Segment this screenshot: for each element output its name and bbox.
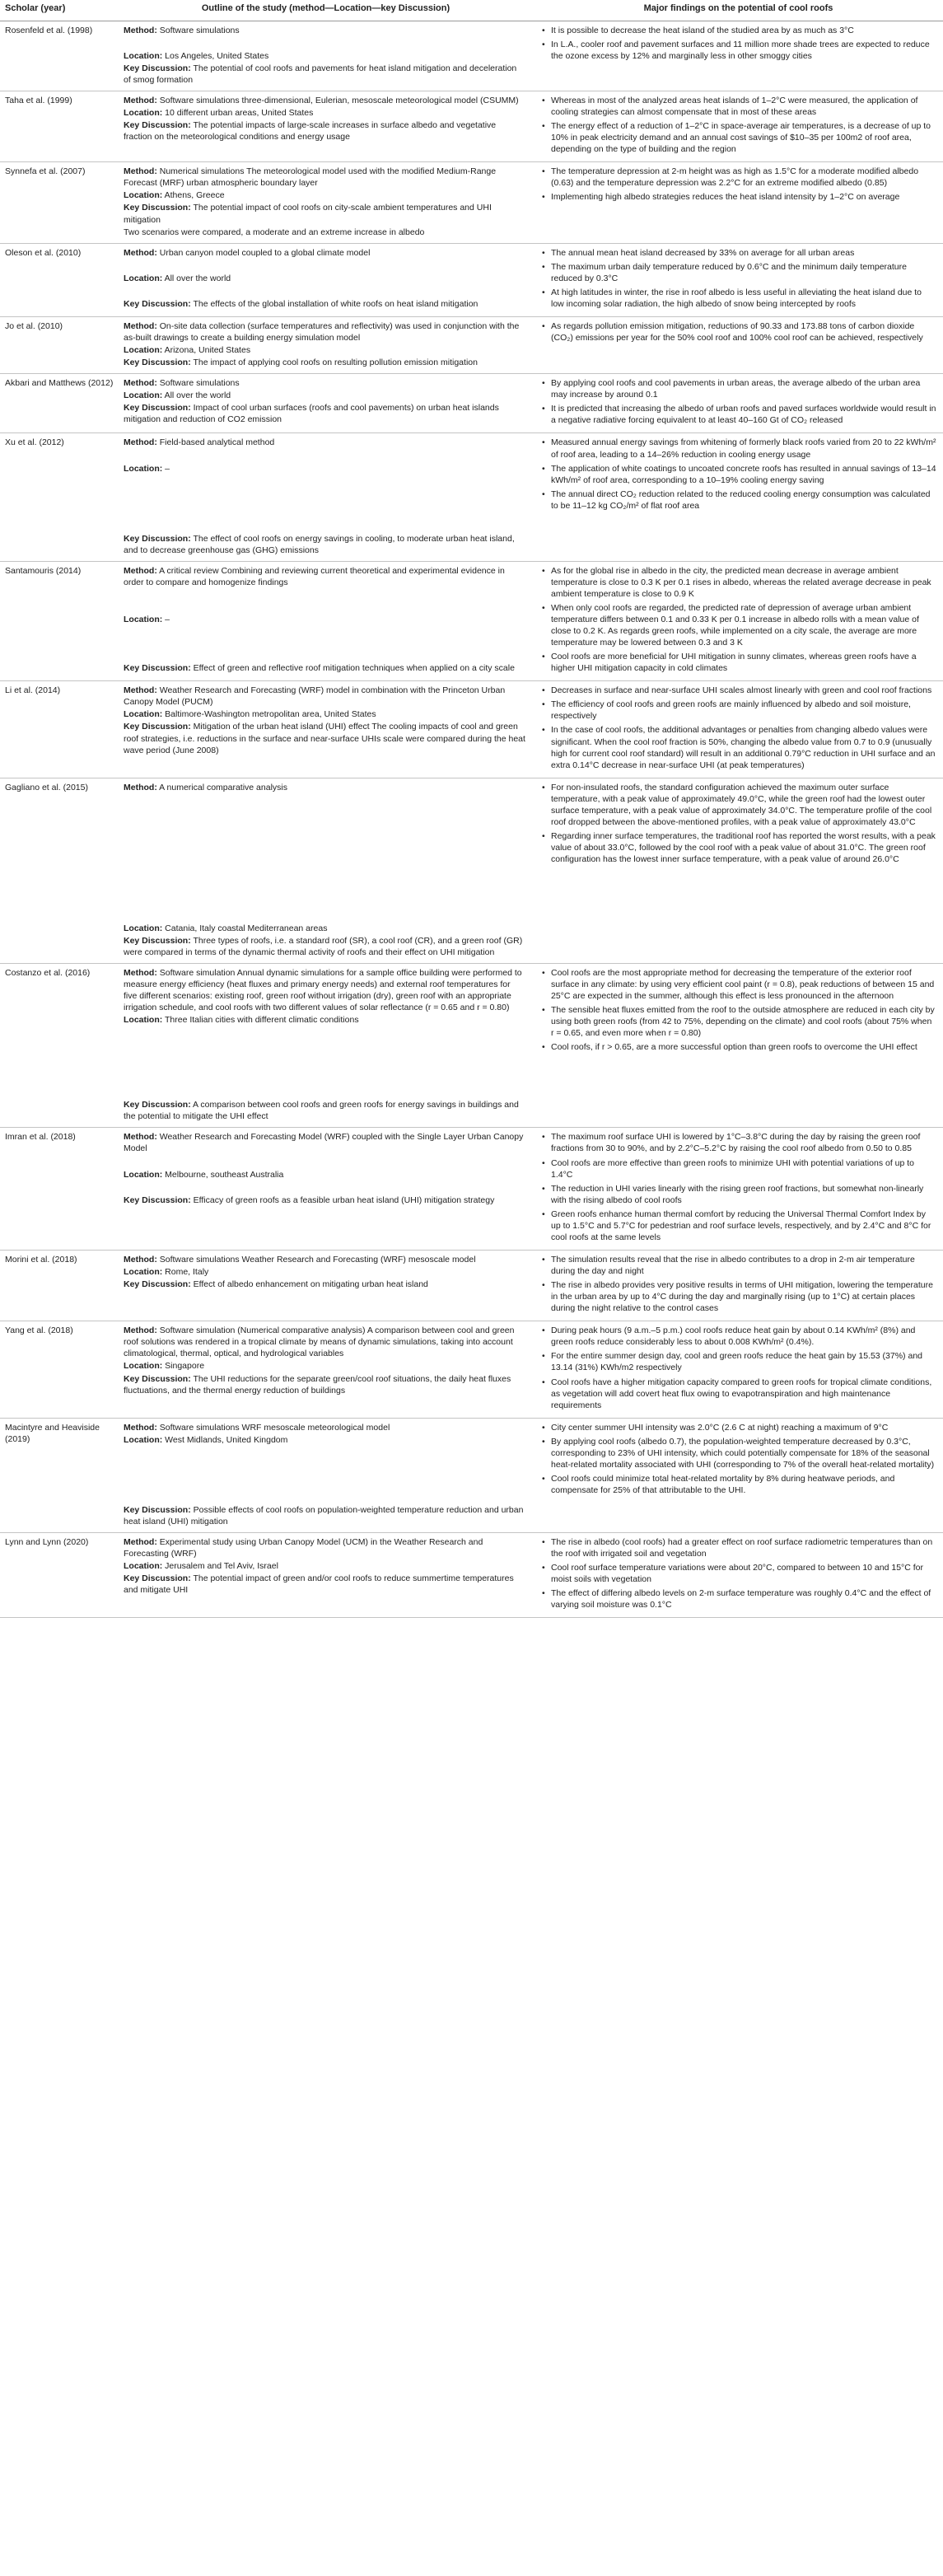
- key-discussion-line: [124, 63, 525, 86]
- table-row: [0, 963, 943, 1127]
- findings-list: [539, 967, 936, 1053]
- finding-item: • Cool roofs are more beneficial for UHI mitigation in sunny climates, whereas green roofs have a higher UHI mitigation capacity in cold climates: [551, 651, 936, 674]
- finding-item: • Whereas in most of the analyzed areas heat islands of 1–2°C were measured, the application of cooling strategies can almost compensate that in most of these areas: [551, 95, 936, 118]
- method-text: On-site data collection (surface temperatures and reflectivity) was used in conjunction with the as-built drawings to create a building energy simulation model: [124, 320, 520, 344]
- key-discussion-label: Key Discussion:: [124, 1279, 191, 1290]
- finding-item: • The temperature depression at 2-m height was as high as 1.5°C for a moderate modified albedo (0.63) and the temperature depression was 2.2°C for an extreme modified albedo (0.85): [551, 166, 936, 189]
- finding-item: • As for the global rise in albedo in the city, the predicted mean decrease in average ambient temperature is close to 0.3 K per 0.1 rises in albedo, whereas the related average decrease in peak ambient temperature is close to 0.9 K: [551, 565, 936, 600]
- outline-cell: [118, 1418, 534, 1532]
- method-text: Weather Research and Forecasting (WRF) model in combination with the Princeton Urban Canopy Model (PUCM): [124, 685, 506, 708]
- findings-cell: [534, 316, 943, 373]
- table-row: [0, 21, 943, 91]
- scholar-cell: Yang et al. (2018): [5, 1325, 73, 1336]
- findings-list: [539, 377, 936, 426]
- finding-item: • The reduction in UHI varies linearly with the rising green roof fractions, but somewhat non-linearly with the rising albedo of cool roofs: [551, 1183, 936, 1206]
- key-discussion-label: Key Discussion:: [124, 1194, 191, 1205]
- method-line: [124, 377, 525, 389]
- finding-item: • Cool roofs, if r > 0.65, are a more successful option than green roofs to overcome the UHI effect: [551, 1041, 936, 1053]
- location-line: [124, 273, 525, 284]
- key-discussion-text: The impact of applying cool roofs on resulting pollution emission mitigation: [193, 358, 478, 368]
- findings-list: [539, 685, 936, 770]
- outline-cell: [118, 1321, 534, 1418]
- finding-item: • Cool roofs are the most appropriate method for decreasing the temperature of the exterior roof surface in any climate: by using very efficient cool paint (r = 0.8), peak reductions of between 15 and 25°C are expected in the summer, although this effect is less pronounced in the afternoon: [551, 967, 936, 1002]
- location-label: Location:: [124, 1434, 163, 1445]
- method-text: Software simulations three-dimensional, Eulerian, mesoscale meteorological model (CSUMM): [159, 95, 519, 105]
- header-scholar: Scholar (year): [0, 0, 118, 21]
- finding-item: • Cool roof surface temperature variations were about 20°C, compared to between 10 and 15°C for moist soils with vegetation: [551, 1562, 936, 1585]
- key-discussion-line: [124, 1373, 525, 1396]
- location-text: Los Angeles, United States: [165, 50, 269, 61]
- table-body: [0, 21, 943, 1618]
- scholar-cell: Imran et al. (2018): [5, 1132, 76, 1143]
- findings-cell: [534, 21, 943, 91]
- key-discussion-line: [124, 533, 525, 556]
- location-line: [124, 923, 525, 934]
- location-line: [124, 107, 525, 119]
- method-line: [124, 685, 525, 708]
- finding-item: • Cool roofs are more effective than green roofs to minimize UHI with potential variations of up to 1.4°C: [551, 1157, 936, 1180]
- location-line: [124, 344, 525, 356]
- findings-cell: [534, 1532, 943, 1617]
- findings-cell: [534, 1128, 943, 1251]
- method-line: [124, 1536, 525, 1559]
- location-text: Baltimore-Washington metropolitan area, United States: [165, 709, 376, 720]
- method-label: Method:: [124, 967, 157, 978]
- key-discussion-text: Effect of albedo enhancement on mitigating urban heat island: [193, 1279, 428, 1290]
- key-discussion-line: [124, 935, 525, 958]
- findings-list: [539, 1422, 936, 1496]
- key-discussion-text: The effects of the global installation of white roofs on heat island mitigation: [193, 298, 479, 309]
- key-discussion-label: Key Discussion:: [124, 203, 191, 213]
- location-label: Location:: [124, 1267, 163, 1278]
- method-text: Software simulations Weather Research and Forecasting (WRF) mesoscale model: [159, 1254, 476, 1265]
- scholar-cell: Taha et al. (1999): [5, 95, 72, 105]
- outline-cell: [118, 1532, 534, 1617]
- findings-cell: [534, 681, 943, 778]
- key-discussion-text: Mitigation of the urban heat island (UHI) effect The cooling impacts of cool and green roof strategies, i.e. reductions in the surface and near-surface UHIs scale were compared during the heat wave period (June 2008): [124, 722, 525, 755]
- outline-cell: [118, 91, 534, 161]
- location-line: [124, 1434, 525, 1446]
- key-discussion-text: The potential impact of cool roofs on city-scale ambient temperatures and UHI mitigation: [124, 203, 492, 225]
- location-label: Location:: [124, 1561, 163, 1572]
- finding-item: • The rise in albedo provides very positive results in terms of UHI mitigation, lowering the temperature in the urban area by up to 4°C during the day and marginally rising (up to 1°C) at certain places during the night relative to the control cases: [551, 1279, 936, 1314]
- finding-item: • Implementing high albedo strategies reduces the heat island intensity by 1–2°C on average: [551, 191, 936, 203]
- outline-cell: [118, 963, 534, 1127]
- location-line: [124, 708, 525, 720]
- key-discussion-text: The potential impact of green and/or cool roofs to reduce summertime temperatures and mitigate UHI: [124, 1573, 514, 1596]
- method-label: Method:: [124, 1325, 157, 1336]
- key-discussion-line: [124, 119, 525, 143]
- method-text: A critical review Combining and reviewing current theoretical and experimental evidence in order to compare and homogenize findings: [124, 565, 505, 587]
- key-discussion-line: [124, 1194, 525, 1206]
- scholar-cell: Xu et al. (2012): [5, 437, 64, 448]
- method-text: Numerical simulations The meteorological model used with the modified Medium-Range Forecast (MRF) urban atmospheric boundary layer: [124, 166, 497, 189]
- method-line: [124, 437, 525, 448]
- location-text: –: [165, 463, 170, 474]
- scholar-cell: Synnefa et al. (2007): [5, 166, 86, 177]
- location-text: Rome, Italy: [165, 1267, 209, 1278]
- method-label: Method:: [124, 782, 157, 792]
- finding-item: • Decreases in surface and near-surface UHI scales almost linearly with green and cool roof fractions: [551, 685, 936, 696]
- location-label: Location:: [124, 463, 163, 474]
- finding-item: • In L.A., cooler roof and pavement surfaces and 11 million more shade trees are expected to reduce the ozone excess by 12% and marginally less in other smoggy cities: [551, 39, 936, 62]
- finding-item: • The annual mean heat island decreased by 33% on average for all urban areas: [551, 247, 936, 259]
- findings-cell: [534, 243, 943, 316]
- table-row: [0, 433, 943, 561]
- outline-cell: [118, 21, 534, 91]
- location-label: Location:: [124, 709, 163, 720]
- finding-item: • The rise in albedo (cool roofs) had a greater effect on roof surface radiometric temperatures than on the roof with irrigated soil and vegetation: [551, 1536, 936, 1559]
- location-text: –: [165, 614, 170, 624]
- finding-item: • The application of white coatings to uncoated concrete roofs has resulted in annual savings of 13–14 kWh/m² of roof area, corresponding to a 10–19% cooling energy saving: [551, 463, 936, 486]
- scholar-cell: Morini et al. (2018): [5, 1254, 77, 1265]
- outline-cell: [118, 374, 534, 433]
- finding-item: • Regarding inner surface temperatures, the traditional roof has reported the worst results, with a peak value of about 33.0°C, followed by the cool roof with a peak value of about 31.0°C. The green roof configuration has the lowest inner surface temperature, with a peak value of around 26.0°C: [551, 830, 936, 865]
- table-header-row: [0, 0, 943, 21]
- table-row: [0, 681, 943, 778]
- findings-cell: [534, 561, 943, 681]
- outline-cell: [118, 681, 534, 778]
- method-line: [124, 1131, 525, 1154]
- finding-item: • It is possible to decrease the heat island of the studied area by as much as 3°C: [551, 25, 936, 36]
- findings-cell: [534, 433, 943, 561]
- location-label: Location:: [124, 345, 163, 356]
- scholar-cell: Jo et al. (2010): [5, 320, 63, 331]
- key-discussion-text: Efficacy of green roofs as a feasible urban heat island (UHI) mitigation strategy: [193, 1194, 495, 1205]
- key-discussion-line: [124, 202, 525, 225]
- method-label: Method:: [124, 166, 157, 177]
- method-text: Weather Research and Forecasting Model (WRF) coupled with the Single Layer Urban Canopy Model: [124, 1132, 524, 1154]
- location-line: [124, 50, 525, 62]
- finding-item: • The energy effect of a reduction of 1–2°C in space-average air temperatures, is a decrease of up to 10% in peak electricity demand and an annual cost savings of $10–35 per 100m2 of roof area, depending on the type of building and the region: [551, 120, 936, 155]
- key-discussion-line: [124, 1504, 525, 1527]
- finding-item: • The maximum roof surface UHI is lowered by 1°C–3.8°C during the day by raising the green roof fractions from 30 to 90%, and by 2.2°C–5.2°C by raising the cool roof albedo from 0.50 to 0.85: [551, 1131, 936, 1154]
- outline-cell: [118, 778, 534, 963]
- method-line: [124, 320, 525, 344]
- key-discussion-text: A comparison between cool roofs and green roofs for energy savings in buildings and the potential to mitigate the UHI effect: [124, 1100, 519, 1122]
- scholar-cell: Akbari and Matthews (2012): [5, 378, 114, 389]
- method-line: [124, 1325, 525, 1359]
- scholar-cell: Oleson et al. (2010): [5, 247, 82, 258]
- finding-item: • In the case of cool roofs, the additional advantages or penalties from changing albedo values were significant. When the cool roof fraction is 50%, changing the albedo value from 0.7 to 0.9 (unusually high for current cool roof standard) will result in an additional 0.79°C reduction in UHI surface and an extra 0.14°C decrease in near-surface UHI (at peak temperatures): [551, 724, 936, 770]
- finding-item: • By applying cool roofs (albedo 0.7), the population-weighted temperature decreased by 0.3°C, corresponding to 23% of UHI intensity, which could potentially compensate for 18% of the seasonal heat-related mortality associated with UHI (corresponding to 7% of the overall heat-related mortality): [551, 1436, 936, 1470]
- header-outline: Outline of the study (method—Location—key Discussion): [118, 0, 534, 21]
- scholar-cell: Gagliano et al. (2015): [5, 782, 88, 792]
- location-line: [124, 189, 525, 201]
- table-row: [0, 778, 943, 963]
- outline-cell: [118, 1128, 534, 1251]
- location-text: Arizona, United States: [164, 345, 251, 356]
- method-label: Method:: [124, 1422, 157, 1433]
- table-row: [0, 561, 943, 681]
- method-line: [124, 782, 525, 793]
- method-label: Method:: [124, 1536, 157, 1547]
- method-line: [124, 95, 525, 106]
- key-discussion-label: Key Discussion:: [124, 935, 191, 946]
- key-discussion-text: Possible effects of cool roofs on population-weighted temperature reduction and urban heat island (UHI) mitigation: [124, 1504, 524, 1526]
- location-text: All over the world: [164, 273, 231, 283]
- location-text: Jerusalem and Tel Aviv, Israel: [165, 1561, 278, 1572]
- finding-item: • City center summer UHI intensity was 2.0°C (2.6 C at night) reaching a maximum of 9°C: [551, 1422, 936, 1433]
- location-line: [124, 614, 525, 625]
- key-discussion-text: Impact of cool urban surfaces (roofs and cool pavements) on urban heat islands mitigation and reduction of CO2 emission: [124, 403, 499, 425]
- key-discussion-line: [124, 1279, 525, 1290]
- location-line: [124, 1360, 525, 1372]
- method-label: Method:: [124, 565, 157, 576]
- key-discussion-label: Key Discussion:: [124, 1100, 191, 1110]
- table-row: [0, 1532, 943, 1617]
- finding-item: • Cool roofs have a higher mitigation capacity compared to green roofs for tropical climate conditions, as vegetation will add covert heat flux owing to evapotranspiration and high maintenance requirements: [551, 1377, 936, 1411]
- method-line: [124, 1254, 525, 1265]
- key-discussion-label: Key Discussion:: [124, 403, 191, 414]
- findings-list: [539, 437, 936, 511]
- finding-item: • The annual direct CO₂ reduction related to the reduced cooling energy consumption was calculated to be 11–12 kg CO₂/m² of flat roof area: [551, 489, 936, 512]
- key-discussion-text: Effect of green and reflective roof mitigation techniques when applied on a city scale: [193, 662, 515, 673]
- finding-item: • Green roofs enhance human thermal comfort by reducing the Universal Thermal Comfort Index by up to 1.5°C and 5.7°C for pedestrian and roof surface levels, respectively, and by 2.4°C and 8°C for cool roofs at the same levels: [551, 1209, 936, 1243]
- finding-item: • By applying cool roofs and cool pavements in urban areas, the average albedo of the urban area may increase by around 0.1: [551, 377, 936, 400]
- method-text: Software simulations: [159, 378, 240, 389]
- method-text: Software simulation Annual dynamic simulations for a sample office building were performed to measure energy efficiency (heat fluxes and primary energy needs) and external roof temperatures for five different scenarios: existing roof, green roof without irrigation (dry), green roof with an appropriate irrigation schedule, and cool roofs with two different values of solar reflectance (r = 0.65 and r = 0.80): [124, 967, 522, 1013]
- finding-item: • The sensible heat fluxes emitted from the roof to the outside atmosphere are reduced in each city by using both green roofs (from 42 to 75%, depending on the climate) and cool roofs (about 75% when r = 0.65, and even more when r = 0.80): [551, 1004, 936, 1039]
- location-line: [124, 390, 525, 401]
- key-discussion-line: [124, 662, 525, 674]
- finding-item: • The effect of differing albedo levels on 2-m surface temperature was roughly 0.4°C and the effect of varying soil moisture was 0.1°C: [551, 1587, 936, 1611]
- table-row: [0, 316, 943, 373]
- method-line: [124, 25, 525, 36]
- findings-list: [539, 25, 936, 62]
- key-discussion-label: Key Discussion:: [124, 358, 191, 368]
- location-text: Athens, Greece: [164, 190, 225, 201]
- method-line: [124, 1422, 525, 1433]
- method-label: Method:: [124, 25, 157, 35]
- method-label: Method:: [124, 320, 157, 331]
- location-label: Location:: [124, 273, 163, 283]
- table-row: [0, 1418, 943, 1532]
- findings-cell: [534, 91, 943, 161]
- key-discussion-line: [124, 357, 525, 368]
- table-row: [0, 91, 943, 161]
- outline-cell: [118, 561, 534, 681]
- scholar-cell: Lynn and Lynn (2020): [5, 1536, 89, 1547]
- finding-item: • The simulation results reveal that the rise in albedo contributes to a drop in 2-m air temperature during the day and night: [551, 1254, 936, 1277]
- location-text: All over the world: [164, 390, 231, 401]
- method-label: Method:: [124, 1254, 157, 1265]
- findings-cell: [534, 963, 943, 1127]
- location-label: Location:: [124, 1015, 163, 1026]
- finding-item: • It is predicted that increasing the albedo of urban roofs and paved surfaces worldwide would result in a negative radiative forcing equivalent to at least 40–160 Gt of CO₂ released: [551, 403, 936, 426]
- location-label: Location:: [124, 923, 163, 933]
- findings-list: [539, 95, 936, 155]
- findings-cell: [534, 374, 943, 433]
- findings-list: [539, 1254, 936, 1314]
- location-text: Three Italian cities with different climatic conditions: [164, 1015, 359, 1026]
- method-line: [124, 565, 525, 588]
- method-line: [124, 967, 525, 1013]
- key-discussion-text: The potential impacts of large-scale increases in surface albedo and vegetative fraction on the meteorological conditions and energy usage: [124, 120, 497, 143]
- location-label: Location:: [124, 108, 163, 119]
- scholar-cell: Macintyre and Heaviside (2019): [5, 1422, 100, 1444]
- method-text: Software simulations: [159, 25, 240, 35]
- findings-list: [539, 1131, 936, 1243]
- key-discussion-label: Key Discussion:: [124, 533, 191, 544]
- method-text: Field-based analytical method: [159, 437, 275, 448]
- method-label: Method:: [124, 685, 157, 696]
- findings-list: [539, 1325, 936, 1410]
- location-line: [124, 1014, 525, 1026]
- method-text: Software simulation (Numerical comparative analysis) A comparison between cool and green roof solutions was rendered in a tropical climate by means of dynamic simulations, taking into account climatological, thermal, optical, and hydrological variables: [124, 1325, 515, 1359]
- outline-cell: [118, 162, 534, 243]
- location-label: Location:: [124, 390, 163, 401]
- key-discussion-label: Key Discussion:: [124, 63, 191, 73]
- method-label: Method:: [124, 378, 157, 389]
- key-discussion-line: [124, 402, 525, 425]
- location-label: Location:: [124, 1361, 163, 1372]
- findings-list: [539, 247, 936, 310]
- findings-cell: [534, 778, 943, 963]
- location-label: Location:: [124, 614, 163, 624]
- location-label: Location:: [124, 190, 163, 201]
- table-row: [0, 1321, 943, 1418]
- findings-list: [539, 782, 936, 865]
- location-text: Catania, Italy coastal Mediterranean areas: [165, 923, 328, 933]
- header-findings: Major findings on the potential of cool roofs: [534, 0, 943, 21]
- table-row: [0, 1250, 943, 1321]
- findings-list: [539, 565, 936, 675]
- key-discussion-line: [124, 1573, 525, 1596]
- location-text: West Midlands, United Kingdom: [165, 1434, 288, 1445]
- location-label: Location:: [124, 50, 163, 61]
- location-line: [124, 463, 525, 475]
- finding-item: • Measured annual energy savings from whitening of formerly black roofs varied from 20 to 22 kWh/m² of roof area, leading to a 14–26% reduction in cooling energy usage: [551, 437, 936, 460]
- key-discussion-label: Key Discussion:: [124, 298, 191, 309]
- finding-item: • For the entire summer design day, cool and green roofs reduce the heat gain by 15.53 (37%) and 13.14 (31%) KWh/m2 respectively: [551, 1350, 936, 1373]
- method-text: Urban canyon model coupled to a global climate model: [159, 247, 371, 258]
- key-discussion-text: The effect of cool roofs on energy savings in cooling, to moderate urban heat island, and to decrease greenhouse gas (GHG) emissions: [124, 533, 515, 555]
- key-discussion-line: [124, 298, 525, 310]
- key-discussion-text: Three types of roofs, i.e. a standard roof (SR), a cool roof (CR), and a green roof (GR) were compared in terms of the dynamic thermal activity of roofs and their effect on UHI mitigation: [124, 935, 523, 957]
- findings-list: [539, 1536, 936, 1611]
- method-text: A numerical comparative analysis: [159, 782, 287, 792]
- key-discussion-label: Key Discussion:: [124, 120, 191, 131]
- outline-cell: [118, 316, 534, 373]
- key-discussion-label: Key Discussion:: [124, 1573, 191, 1584]
- key-discussion-label: Key Discussion:: [124, 1373, 191, 1384]
- key-discussion-line: [124, 721, 525, 755]
- key-discussion-text: The UHI reductions for the separate green/cool roof situations, the daily heat fluxes fluctuations, and the thermal energy reduction of buildings: [124, 1373, 511, 1396]
- method-line: [124, 166, 525, 189]
- table-row: [0, 374, 943, 433]
- finding-item: • As regards pollution emission mitigation, reductions of 90.33 and 173.88 tons of carbon dioxide (CO₂) emissions per year for the 50% cool roof and 100% cool roof can be achieved, respectively: [551, 320, 936, 344]
- scholar-cell: Costanzo et al. (2016): [5, 967, 91, 978]
- method-label: Method:: [124, 95, 157, 105]
- location-label: Location:: [124, 1169, 163, 1180]
- scholar-cell: Rosenfeld et al. (1998): [5, 25, 93, 35]
- outline-cell: [118, 433, 534, 561]
- key-discussion-text: The potential of cool roofs and pavements for heat island mitigation and deceleration of smog formation: [124, 63, 517, 85]
- key-discussion-label: Key Discussion:: [124, 1504, 191, 1515]
- table-row: [0, 162, 943, 243]
- finding-item: • Cool roofs could minimize total heat-related mortality by 8% during heatwave periods, and compensate for 25% of that attributable to the UHI.: [551, 1473, 936, 1496]
- location-line: [124, 1169, 525, 1180]
- findings-cell: [534, 1250, 943, 1321]
- location-text: 10 different urban areas, United States: [165, 108, 314, 119]
- findings-list: [539, 166, 936, 203]
- method-text: Experimental study using Urban Canopy Model (UCM) in the Weather Research and Forecasting (WRF): [124, 1536, 483, 1559]
- finding-item: • The efficiency of cool roofs and green roofs are mainly influenced by albedo and soil moisture, respectively: [551, 699, 936, 722]
- outline-cell: [118, 243, 534, 316]
- finding-item: • At high latitudes in winter, the rise in roof albedo is less useful in alleviating the heat island due to low incoming solar radiation, the high albedo of snow being intercepted by roofs: [551, 287, 936, 310]
- key-discussion-label: Key Discussion:: [124, 722, 191, 732]
- finding-item: • When only cool roofs are regarded, the predicted rate of depression of average urban ambient temperature differs between 0.1 and 0.33 K per 0.1 increase in albedo rolls with a mean value of close to 0.2 K. As regards green roofs, while implemented on a city scale, the average are more temperature may be lowered between 0.3 and 3 K: [551, 602, 936, 648]
- findings-cell: [534, 1321, 943, 1418]
- location-text: Singapore: [165, 1361, 205, 1372]
- findings-cell: [534, 1418, 943, 1532]
- scholar-cell: Santamouris (2014): [5, 565, 82, 576]
- location-text: Melbourne, southeast Australia: [165, 1169, 284, 1180]
- location-line: [124, 1560, 525, 1572]
- outline-cell: [118, 1250, 534, 1321]
- method-label: Method:: [124, 437, 157, 448]
- table-row: [0, 243, 943, 316]
- extra-note: Two scenarios were compared, a moderate and an extreme increase in albedo: [124, 227, 425, 237]
- key-discussion-label: Key Discussion:: [124, 662, 191, 673]
- table-row: [0, 1128, 943, 1251]
- method-label: Method:: [124, 1132, 157, 1143]
- method-text: Software simulations WRF mesoscale meteorological model: [159, 1422, 390, 1433]
- key-discussion-line: [124, 1099, 525, 1122]
- finding-item: • During peak hours (9 a.m.–5 p.m.) cool roofs reduce heat gain by about 0.14 KWh/m² (8%) and green roofs reduce considerably less to about 0.008 KWh/m² (0.4%).: [551, 1325, 936, 1348]
- findings-cell: [534, 162, 943, 243]
- scholar-cell: Li et al. (2014): [5, 685, 61, 696]
- method-line: [124, 247, 525, 259]
- finding-item: • The maximum urban daily temperature reduced by 0.6°C and the minimum daily temperature reduced by 0.3°C: [551, 261, 936, 284]
- findings-list: [539, 320, 936, 344]
- finding-item: • For non-insulated roofs, the standard configuration achieved the maximum outer surface temperature, with a peak value of approximately 49.0°C, while the green roof had the lowest outer surface temperature, with a peak value of approximately 34.0°C. The temperature profile of the cool roof dropped between the above-mentioned profiles, with a peak value of approximately 43.0°C: [551, 782, 936, 828]
- location-line: [124, 1266, 525, 1278]
- method-label: Method:: [124, 247, 157, 258]
